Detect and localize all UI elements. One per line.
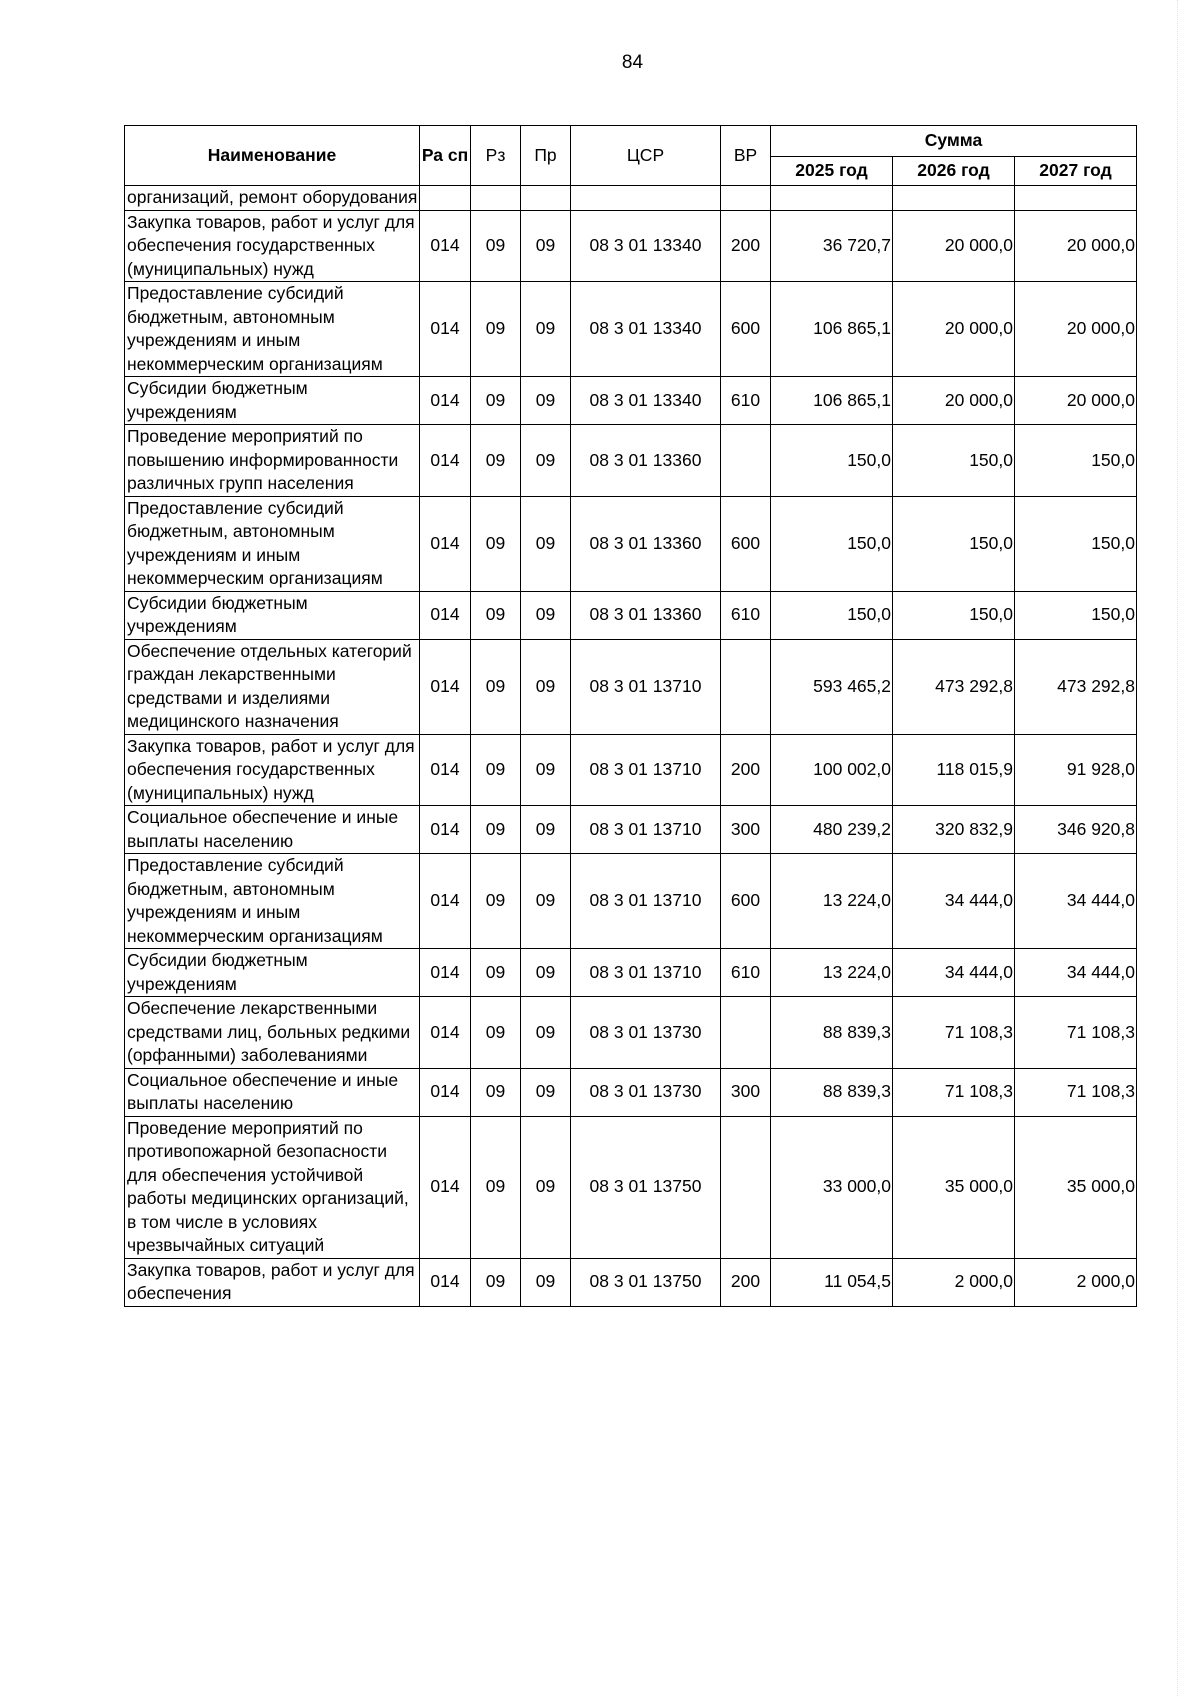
row-csr: 08 3 01 13730 (571, 997, 721, 1069)
row-name: Субсидии бюджетным учреждениям (125, 591, 420, 639)
row-rasp: 014 (420, 425, 471, 497)
row-sum-2025: 150,0 (771, 425, 893, 497)
header-csr: ЦСР (571, 126, 721, 186)
row-sum-2027: 34 444,0 (1015, 949, 1137, 997)
row-name: Социальное обеспечение и иные выплаты населению (125, 806, 420, 854)
table-row (125, 949, 1137, 997)
table-row (125, 425, 1137, 497)
row-sum-2025: 150,0 (771, 591, 893, 639)
row-pr: 09 (521, 1116, 571, 1258)
header-pr: Пр (521, 126, 571, 186)
row-rasp: 014 (420, 949, 471, 997)
row-name: Обеспечение отдельных категорий граждан лекарственными средствами и изделиями медицинского назначения (125, 639, 420, 734)
row-sum-2026: 473 292,8 (893, 639, 1015, 734)
row-sum-2025: 88 839,3 (771, 1068, 893, 1116)
table-row (125, 210, 1137, 282)
row-rz: 09 (471, 1068, 521, 1116)
row-sum-2027: 71 108,3 (1015, 997, 1137, 1069)
row-csr: 08 3 01 13340 (571, 282, 721, 377)
row-sum-2027: 473 292,8 (1015, 639, 1137, 734)
row-rz: 09 (471, 282, 521, 377)
row-name: Проведение мероприятий по повышению информированности различных групп населения (125, 425, 420, 497)
table-row (125, 282, 1137, 377)
row-pr: 09 (521, 377, 571, 425)
row-name: Закупка товаров, работ и услуг для обеспечения государственных (муниципальных) нужд (125, 734, 420, 806)
row-vr: 200 (721, 210, 771, 282)
table-row (125, 1258, 1137, 1306)
row-sum-2026 (893, 186, 1015, 211)
row-rasp: 014 (420, 854, 471, 949)
header-year-2027: 2027 год (1015, 157, 1137, 186)
row-rz: 09 (471, 1116, 521, 1258)
table-row (125, 377, 1137, 425)
row-rasp: 014 (420, 210, 471, 282)
row-pr: 09 (521, 806, 571, 854)
table-row (125, 997, 1137, 1069)
row-csr: 08 3 01 13710 (571, 949, 721, 997)
row-name: Обеспечение лекарственными средствами лиц, больных редкими (орфанными) заболеваниями (125, 997, 420, 1069)
row-sum-2025: 106 865,1 (771, 282, 893, 377)
row-sum-2025: 13 224,0 (771, 854, 893, 949)
row-sum-2026: 35 000,0 (893, 1116, 1015, 1258)
table-row (125, 639, 1137, 734)
row-csr: 08 3 01 13750 (571, 1116, 721, 1258)
row-name: Предоставление субсидий бюджетным, автономным учреждениям и иным некоммерческим организациям (125, 854, 420, 949)
row-csr: 08 3 01 13710 (571, 639, 721, 734)
row-name: Проведение мероприятий по противопожарной безопасности для обеспечения устойчивой работы медицинских организаций, в том числе в условиях чрезвычайных ситуаций (125, 1116, 420, 1258)
row-rasp: 014 (420, 734, 471, 806)
row-rz: 09 (471, 377, 521, 425)
row-sum-2027 (1015, 186, 1137, 211)
row-sum-2026: 20 000,0 (893, 210, 1015, 282)
row-sum-2026: 150,0 (893, 591, 1015, 639)
row-csr: 08 3 01 13710 (571, 854, 721, 949)
row-pr: 09 (521, 591, 571, 639)
table-row (125, 734, 1137, 806)
row-sum-2026: 20 000,0 (893, 282, 1015, 377)
row-sum-2027: 150,0 (1015, 496, 1137, 591)
row-rasp: 014 (420, 496, 471, 591)
row-sum-2025: 106 865,1 (771, 377, 893, 425)
row-sum-2026: 320 832,9 (893, 806, 1015, 854)
row-name: Закупка товаров, работ и услуг для обеспечения государственных (муниципальных) нужд (125, 210, 420, 282)
row-csr: 08 3 01 13710 (571, 806, 721, 854)
row-sum-2027: 346 920,8 (1015, 806, 1137, 854)
row-rz: 09 (471, 806, 521, 854)
row-pr: 09 (521, 496, 571, 591)
page-number: 84 (621, 52, 644, 73)
row-pr: 09 (521, 949, 571, 997)
row-pr: 09 (521, 1068, 571, 1116)
row-vr: 600 (721, 496, 771, 591)
row-sum-2027: 20 000,0 (1015, 282, 1137, 377)
row-pr: 09 (521, 639, 571, 734)
row-vr: 610 (721, 377, 771, 425)
row-sum-2025: 593 465,2 (771, 639, 893, 734)
table-body (125, 186, 1137, 1307)
row-rz (471, 186, 521, 211)
table-row (125, 1068, 1137, 1116)
row-rz: 09 (471, 496, 521, 591)
row-sum-2025: 33 000,0 (771, 1116, 893, 1258)
row-csr (571, 186, 721, 211)
row-sum-2025: 13 224,0 (771, 949, 893, 997)
row-sum-2027: 91 928,0 (1015, 734, 1137, 806)
row-rasp: 014 (420, 1116, 471, 1258)
row-vr: 200 (721, 734, 771, 806)
row-rz: 09 (471, 734, 521, 806)
row-pr: 09 (521, 425, 571, 497)
row-csr: 08 3 01 13360 (571, 496, 721, 591)
row-rasp: 014 (420, 377, 471, 425)
row-sum-2026: 118 015,9 (893, 734, 1015, 806)
row-vr: 610 (721, 949, 771, 997)
row-pr (521, 186, 571, 211)
row-pr: 09 (521, 210, 571, 282)
row-csr: 08 3 01 13730 (571, 1068, 721, 1116)
table-header (125, 126, 1137, 186)
row-sum-2025: 88 839,3 (771, 997, 893, 1069)
row-sum-2027: 71 108,3 (1015, 1068, 1137, 1116)
row-sum-2025: 100 002,0 (771, 734, 893, 806)
row-vr (721, 1116, 771, 1258)
row-csr: 08 3 01 13360 (571, 591, 721, 639)
row-rasp: 014 (420, 1068, 471, 1116)
row-sum-2025: 480 239,2 (771, 806, 893, 854)
table-row (125, 186, 1137, 211)
row-rz: 09 (471, 639, 521, 734)
budget-table (124, 125, 1137, 1307)
row-vr: 600 (721, 282, 771, 377)
row-csr: 08 3 01 13340 (571, 377, 721, 425)
row-sum-2026: 2 000,0 (893, 1258, 1015, 1306)
row-rz: 09 (471, 854, 521, 949)
row-rasp: 014 (420, 1258, 471, 1306)
row-pr: 09 (521, 997, 571, 1069)
row-csr: 08 3 01 13710 (571, 734, 721, 806)
row-rz: 09 (471, 997, 521, 1069)
row-sum-2027: 150,0 (1015, 425, 1137, 497)
row-csr: 08 3 01 13340 (571, 210, 721, 282)
row-sum-2027: 35 000,0 (1015, 1116, 1137, 1258)
row-sum-2025 (771, 186, 893, 211)
row-rasp: 014 (420, 639, 471, 734)
row-rasp: 014 (420, 806, 471, 854)
row-sum-2025: 11 054,5 (771, 1258, 893, 1306)
row-name: Предоставление субсидий бюджетным, автономным учреждениям и иным некоммерческим организациям (125, 496, 420, 591)
table-row (125, 806, 1137, 854)
row-name: организаций, ремонт оборудования (125, 186, 420, 211)
table-row (125, 496, 1137, 591)
row-sum-2027: 20 000,0 (1015, 377, 1137, 425)
row-rz: 09 (471, 1258, 521, 1306)
header-name: Наименование (125, 126, 420, 186)
row-sum-2026: 34 444,0 (893, 949, 1015, 997)
table-row (125, 591, 1137, 639)
row-sum-2026: 34 444,0 (893, 854, 1015, 949)
row-rasp: 014 (420, 282, 471, 377)
row-rasp: 014 (420, 591, 471, 639)
row-pr: 09 (521, 734, 571, 806)
row-rasp (420, 186, 471, 211)
row-name: Субсидии бюджетным учреждениям (125, 377, 420, 425)
row-rz: 09 (471, 591, 521, 639)
row-csr: 08 3 01 13750 (571, 1258, 721, 1306)
row-sum-2025: 150,0 (771, 496, 893, 591)
row-vr: 300 (721, 1068, 771, 1116)
row-sum-2027: 34 444,0 (1015, 854, 1137, 949)
row-csr: 08 3 01 13360 (571, 425, 721, 497)
row-vr (721, 997, 771, 1069)
row-pr: 09 (521, 1258, 571, 1306)
scan-edge (1177, 0, 1200, 1696)
header-rz: Рз (471, 126, 521, 186)
row-rasp: 014 (420, 997, 471, 1069)
header-sum: Сумма (771, 126, 1137, 157)
row-pr: 09 (521, 282, 571, 377)
row-rz: 09 (471, 210, 521, 282)
row-sum-2027: 150,0 (1015, 591, 1137, 639)
row-vr: 610 (721, 591, 771, 639)
row-vr: 600 (721, 854, 771, 949)
row-vr (721, 639, 771, 734)
row-sum-2026: 150,0 (893, 425, 1015, 497)
row-vr: 300 (721, 806, 771, 854)
row-rz: 09 (471, 425, 521, 497)
header-vr: ВР (721, 126, 771, 186)
row-name: Субсидии бюджетным учреждениям (125, 949, 420, 997)
row-name: Социальное обеспечение и иные выплаты населению (125, 1068, 420, 1116)
row-vr (721, 425, 771, 497)
row-rz: 09 (471, 949, 521, 997)
table-row (125, 1116, 1137, 1258)
row-sum-2026: 71 108,3 (893, 1068, 1015, 1116)
row-vr: 200 (721, 1258, 771, 1306)
row-sum-2026: 71 108,3 (893, 997, 1015, 1069)
row-pr: 09 (521, 854, 571, 949)
header-year-2025: 2025 год (771, 157, 893, 186)
row-sum-2026: 150,0 (893, 496, 1015, 591)
row-sum-2025: 36 720,7 (771, 210, 893, 282)
header-year-2026: 2026 год (893, 157, 1015, 186)
row-name: Предоставление субсидий бюджетным, автономным учреждениям и иным некоммерческим организациям (125, 282, 420, 377)
row-sum-2026: 20 000,0 (893, 377, 1015, 425)
row-vr (721, 186, 771, 211)
table-row (125, 854, 1137, 949)
row-name: Закупка товаров, работ и услуг для обеспечения (125, 1258, 420, 1306)
row-sum-2027: 20 000,0 (1015, 210, 1137, 282)
header-rasp: Ра сп (420, 126, 471, 186)
row-sum-2027: 2 000,0 (1015, 1258, 1137, 1306)
